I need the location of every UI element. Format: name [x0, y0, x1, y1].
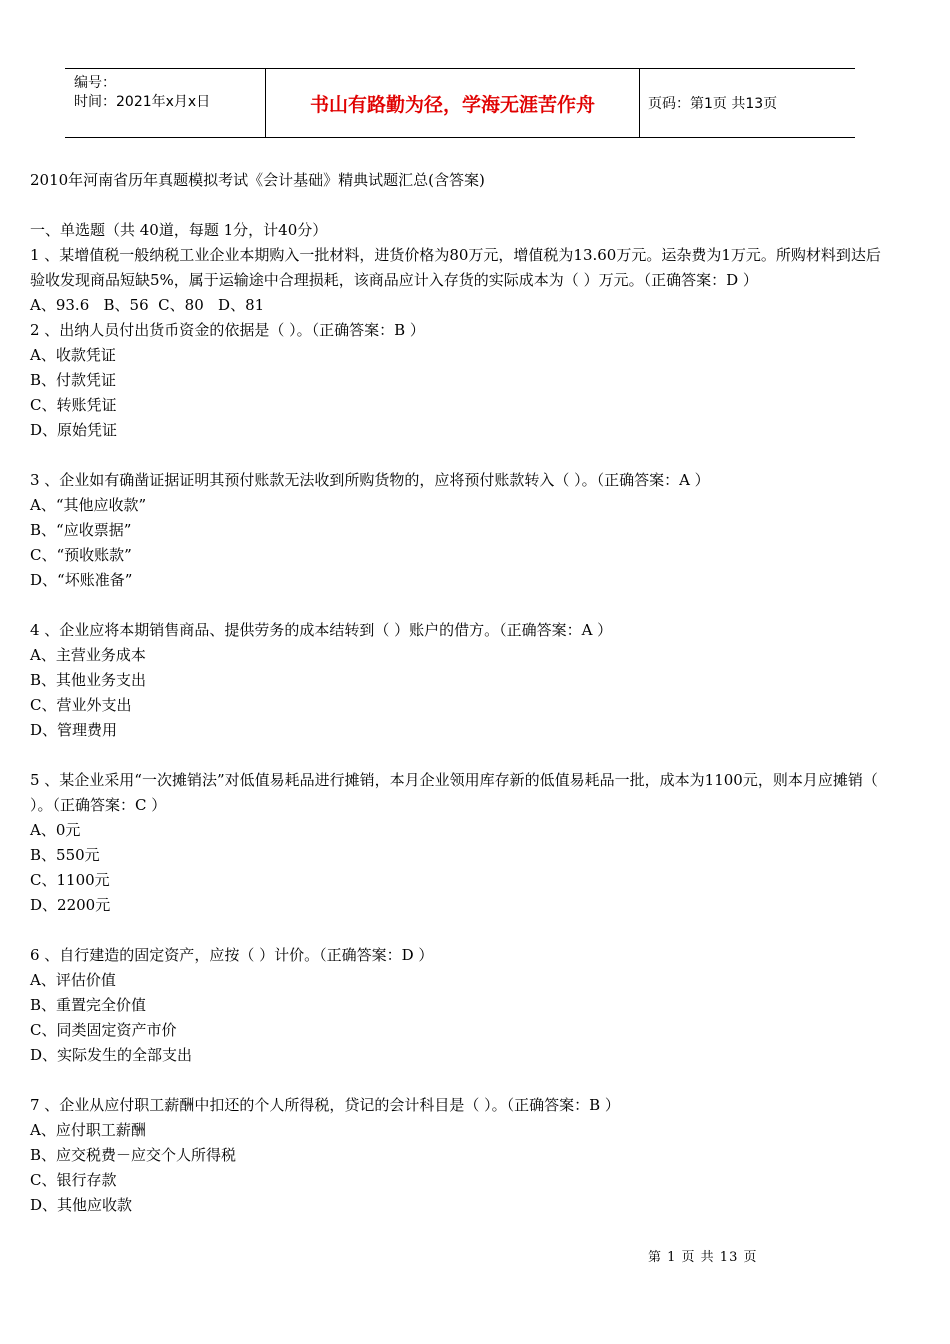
- option-d: D、“坏账准备”: [30, 571, 133, 589]
- question-options-inline: A、93.6 B、56 C、80 D、81: [30, 296, 265, 314]
- option-c: C、1100元: [30, 871, 110, 889]
- option-c: C、银行存款: [30, 1171, 117, 1189]
- option-d: D、管理费用: [30, 721, 118, 739]
- option-b: B、重置完全价值: [30, 996, 147, 1014]
- option-c: C、“预收账款”: [30, 546, 132, 564]
- header-page-info: 页码：第1页 共13页: [648, 96, 778, 112]
- option-d: D、2200元: [30, 896, 111, 914]
- option-b: B、应交税费－应交个人所得税: [30, 1146, 237, 1164]
- question-text: 6 、自行建造的固定资产，应按（ ）计价。（正确答案：D ）: [30, 946, 434, 964]
- question-text: 4 、企业应将本期销售商品、提供劳务的成本结转到（ ）账户的借方。（正确答案：A ）: [30, 621, 613, 639]
- option-c: C、同类固定资产市价: [30, 1021, 177, 1039]
- option-c: C、营业外支出: [30, 696, 132, 714]
- question-text: 5 、某企业采用“一次摊销法”对低值易耗品进行摊销，本月企业领用库存新的低值易耗品一批，成本为1100元，则本月应摊销（ ）。（正确答案：C ）: [30, 771, 878, 814]
- option-a: A、收款凭证: [30, 346, 116, 364]
- question-text: 3 、企业如有确凿证据证明其预付账款无法收到所购货物的，应将预付账款转入（ ）。（正确答案：A ）: [30, 471, 710, 489]
- question-5: [30, 768, 892, 918]
- question-text: 7 、企业从应付职工薪酬中扣还的个人所得税，贷记的会计科目是（ ）。（正确答案：B ）: [30, 1096, 620, 1114]
- option-c: C、转账凭证: [30, 396, 117, 414]
- document-title: 2010年河南省历年真题模拟考试《会计基础》精典试题汇总(含答案): [30, 171, 485, 189]
- question-1: [30, 243, 892, 443]
- option-a: A、评估价值: [30, 971, 116, 989]
- question-text: 2 、出纳人员付出货币资金的依据是（ ）。（正确答案：B ）: [30, 321, 425, 339]
- question-4: [30, 618, 892, 743]
- option-d: D、其他应收款: [30, 1196, 133, 1214]
- question-6: [30, 943, 892, 1068]
- option-d: D、原始凭证: [30, 421, 118, 439]
- question-7: [30, 1093, 892, 1218]
- doc-number-label: 编号：: [74, 75, 116, 91]
- question-text: 1 、某增值税一般纳税工业企业本期购入一批材料，进货价格为80万元，增值税为13.60万元。运杂费为1万元。所购材料到达后验收发现商品短缺5%，属于运输途中合理损耗，该商品应计入存货的实际成本为（ ）万元。（正确答案：D ）: [30, 246, 881, 289]
- option-b: B、“应收票据”: [30, 521, 132, 539]
- option-d: D、实际发生的全部支出: [30, 1046, 193, 1064]
- header-meta-cell: [65, 69, 266, 137]
- document-body: [30, 168, 892, 1218]
- option-b: B、其他业务支出: [30, 671, 147, 689]
- header-table: [65, 68, 855, 138]
- option-a: A、应付职工薪酬: [30, 1121, 146, 1139]
- option-a: A、“其他应收款”: [30, 496, 147, 514]
- doc-time-label: 时间：2021年x月x日: [74, 94, 211, 110]
- option-b: B、550元: [30, 846, 100, 864]
- option-a: A、0元: [30, 821, 81, 839]
- page-footer: 第 1 页 共 13 页: [648, 1250, 758, 1265]
- header-motto: 书山有路勤为径，学海无涯苦作舟: [266, 69, 640, 137]
- option-b: B、付款凭证: [30, 371, 117, 389]
- question-3: [30, 468, 892, 593]
- option-a: A、主营业务成本: [30, 646, 146, 664]
- section-heading: 一、单选题（共 40道，每题 1分，计40分）: [30, 221, 328, 239]
